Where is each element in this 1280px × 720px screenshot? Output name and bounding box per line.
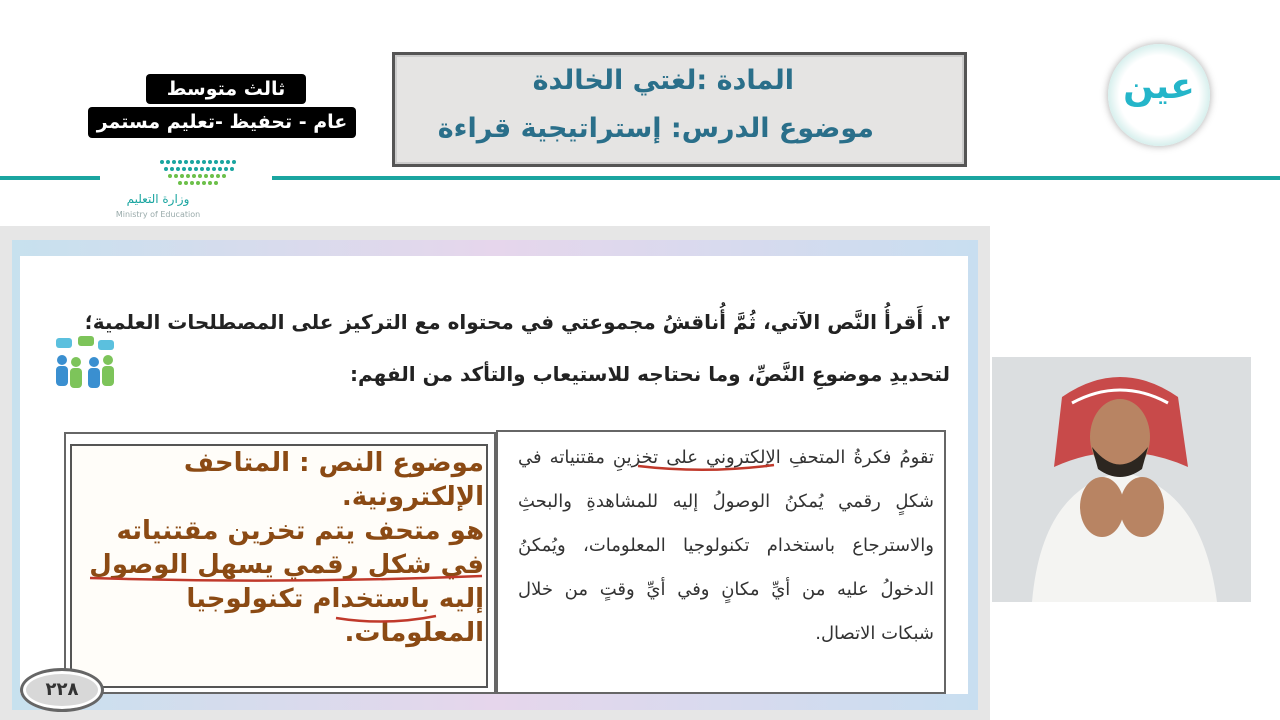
answer-underline-marks (86, 570, 486, 630)
lesson-topic: موضوع الدرس: إستراتيجية قراءة (437, 113, 874, 144)
ministry-dots-icon (156, 156, 246, 188)
track-badge: عام - تحفيظ -تعليم مستمر (88, 107, 356, 138)
group-discussion-icon (50, 336, 120, 392)
header-divider-left (0, 176, 100, 180)
ministry-name-ar: وزارة التعليم (126, 192, 190, 206)
grade-badge: ثالث متوسط (146, 74, 306, 104)
channel-logo (1108, 44, 1210, 146)
lesson-title-box (392, 52, 967, 167)
passage-underline-mark (636, 462, 776, 474)
interpreter-figure-icon (992, 357, 1251, 602)
exercise-instruction: ٢. أَقرأُ النَّص الآتي، ثُمَّ أُناقشُ مجموعتي في محتواه مع التركيز على المصطلحات العلمية؛ لتحديدِ موضوعِ النَّصِّ، وما نحتاجه للاستيعاب والتأكد من الفهم: (84, 310, 950, 386)
answer-topic: موضوع النص : المتاحف الإلكترونية. (183, 448, 484, 512)
header-divider-right (272, 176, 1280, 180)
subject-title: المادة :لغتي الخالدة (532, 65, 794, 96)
ministry-logo (112, 152, 252, 224)
sign-language-interpreter (992, 357, 1251, 602)
page-number: ٢٢٨ (20, 668, 104, 712)
ministry-name-en: Ministry of Education (115, 210, 201, 219)
reading-passage: تقومُ فكرةُ المتحفِ الإلكتروني على تخزينِ مقتنياته في شكلٍ رقمي يُمكنُ الوصولُ إليه للمشاهدةِ والبحثِ والاسترجاع باستخدام تكنولوجيا المعلومات، ويُمكنُ الدخولُ عليه من أيِّ مكانٍ وفي أيِّ وقتٍ من خلال شبكات الاتصال. (518, 447, 934, 644)
channel-logo-text: عين (1123, 66, 1195, 107)
answer-definition: هو متحف يتم تخزين مقتنياته في شكل رقمي يسهل الوصول إليه باستخدام تكنولوجيا المعلومات. (89, 516, 484, 648)
